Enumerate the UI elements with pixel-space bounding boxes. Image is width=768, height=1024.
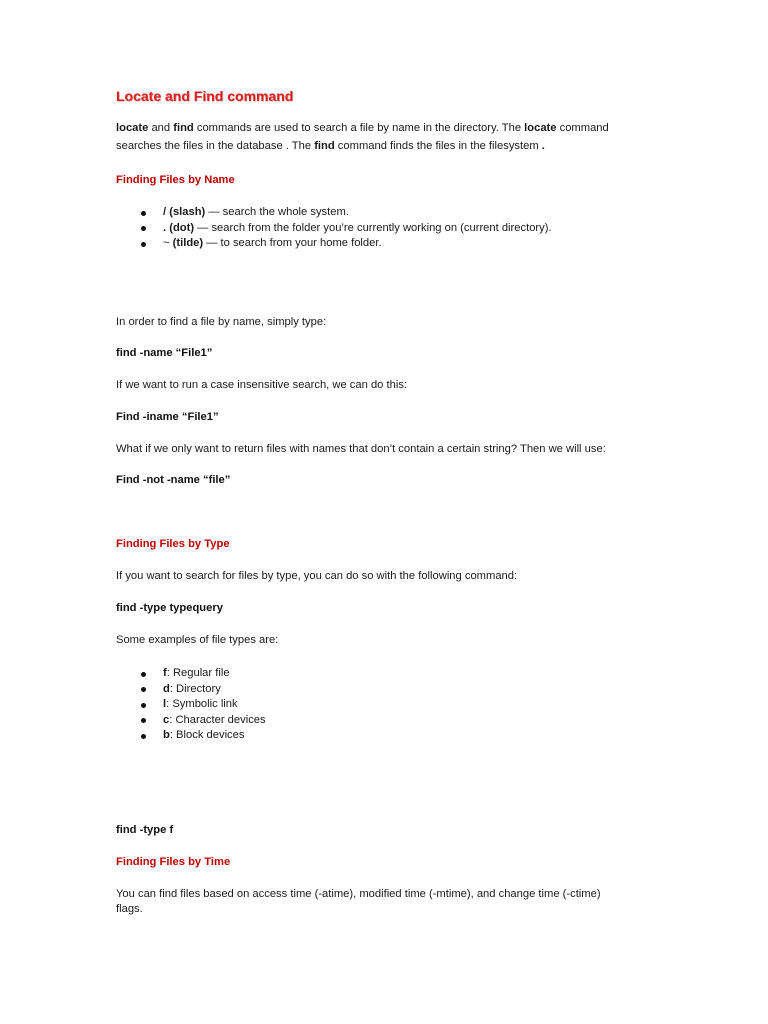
- bullet-term: c: [163, 713, 170, 726]
- heading-by-name: Finding Files by Name: [116, 174, 235, 186]
- intro-line-2: [116, 140, 545, 152]
- bullet-term: l: [163, 698, 167, 710]
- intro-line-1: [116, 122, 609, 134]
- list-item: [116, 713, 266, 729]
- bullet-term: / (slash): [163, 206, 206, 218]
- command-line: Find -iname “File1”: [116, 411, 219, 423]
- bullet-icon: [141, 718, 146, 723]
- intro-term-locate: locate: [116, 122, 149, 134]
- intro-text: searches the files in the database . The: [116, 140, 315, 152]
- paragraph: If you want to search for files by type, you can do so with the following command:: [116, 570, 518, 582]
- type-bullet-list: [116, 666, 266, 744]
- bullet-text: : Symbolic link: [166, 698, 238, 710]
- intro-text: and: [148, 122, 174, 134]
- paragraph: If we want to run a case insensitive search, we can do this:: [116, 379, 408, 391]
- intro-term-locate-2: locate: [524, 122, 557, 134]
- list-item: [116, 221, 552, 237]
- list-item: [116, 205, 552, 221]
- bullet-text: — search the whole system.: [205, 206, 349, 218]
- intro-text: command finds the files in the filesystem: [334, 140, 542, 152]
- command-line: find -type typequery: [116, 602, 223, 614]
- intro-text: commands are used to search a file by name in the directory. The: [193, 122, 525, 134]
- list-item: [116, 236, 552, 252]
- command-line: find -type f: [116, 824, 174, 836]
- paragraph-line: flags.: [116, 903, 143, 915]
- bullet-icon: [141, 226, 146, 231]
- list-item: [116, 682, 266, 698]
- bullet-term: . (dot): [163, 221, 195, 234]
- paragraph: In order to find a file by name, simply type:: [116, 316, 327, 328]
- bullet-term: (tilde): [172, 237, 204, 249]
- bullet-text: : Character devices: [169, 713, 266, 726]
- paragraph: Some examples of file types are:: [116, 634, 279, 646]
- bullet-prefix: ~: [163, 237, 173, 249]
- name-bullet-list: [116, 205, 552, 252]
- bullet-term: f: [163, 667, 167, 679]
- intro-text: command: [556, 122, 609, 134]
- page-title: Locate and Find command: [116, 88, 294, 104]
- intro-period: .: [541, 140, 545, 152]
- bullet-icon: [141, 734, 146, 739]
- command-line: find -name “File1”: [116, 347, 213, 359]
- list-item: [116, 697, 266, 713]
- list-item: [116, 728, 266, 744]
- intro-term-find: find: [173, 122, 194, 134]
- bullet-icon: [141, 703, 146, 708]
- paragraph-line: You can find files based on access time (-atime), modified time (-mtime), and change time (-ctime): [116, 888, 601, 900]
- command-line: Find -not -name “file”: [116, 474, 231, 486]
- list-item: [116, 666, 266, 682]
- intro-term-find-2: find: [314, 140, 335, 152]
- paragraph: What if we only want to return files with names that don’t contain a certain string? Then we will use:: [116, 443, 606, 455]
- bullet-text: : Block devices: [169, 729, 245, 741]
- bullet-icon: [141, 242, 146, 247]
- bullet-text: : Regular file: [166, 667, 230, 679]
- heading-by-type: Finding Files by Type: [116, 538, 230, 550]
- bullet-text: : Directory: [169, 682, 221, 695]
- bullet-icon: [141, 211, 146, 216]
- bullet-icon: [141, 672, 146, 677]
- bullet-icon: [141, 687, 146, 692]
- heading-by-time: Finding Files by Time: [116, 856, 231, 868]
- bullet-term: b: [163, 729, 170, 741]
- bullet-text: — to search from your home folder.: [203, 237, 382, 249]
- bullet-text: — search from the folder you’re currently working on (current directory).: [194, 221, 552, 234]
- bullet-term: d: [163, 682, 170, 695]
